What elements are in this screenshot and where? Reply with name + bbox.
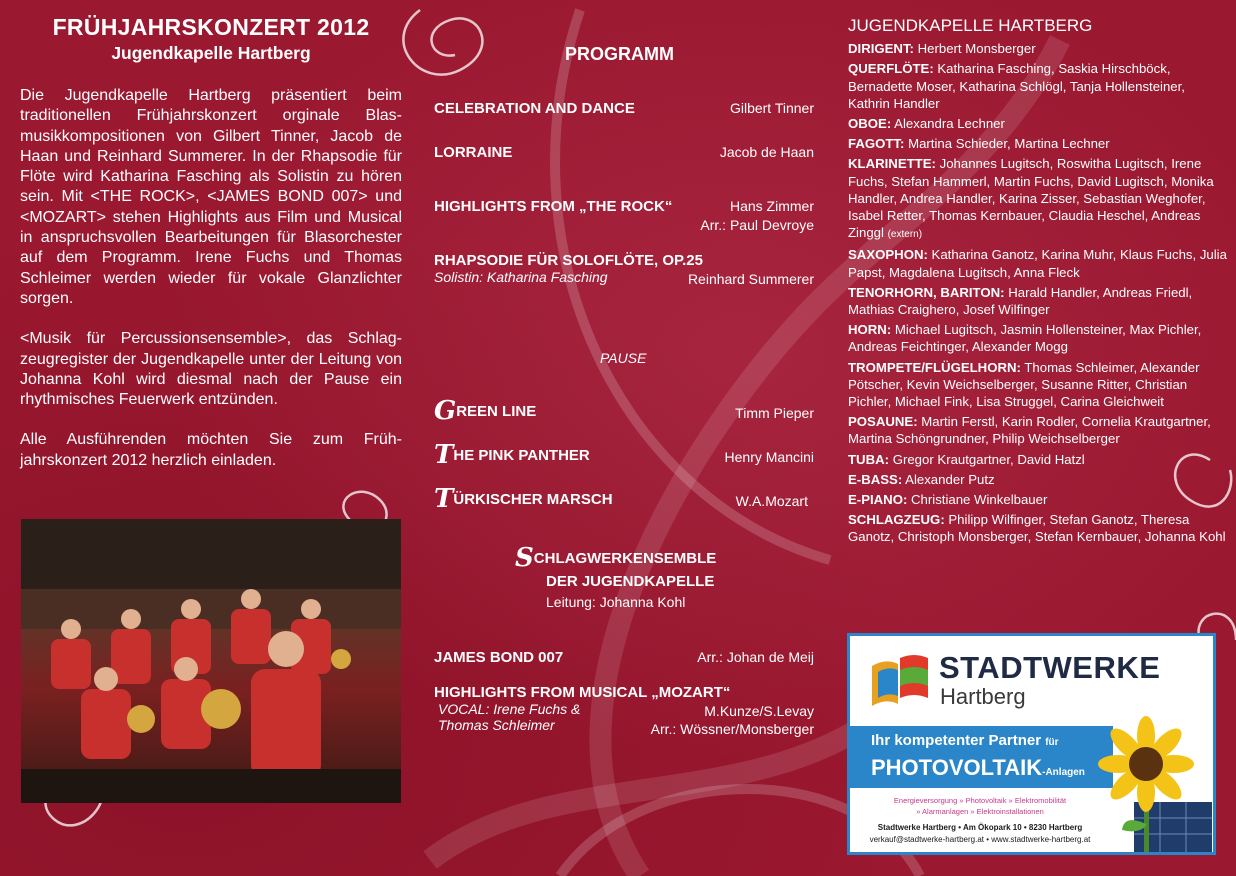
piece-composer: Hans Zimmer <box>729 198 814 214</box>
piece-title: HE PINK PANTHER <box>453 447 590 464</box>
intro-paragraph-3: Alle Ausführenden möchten Sie zum Früh-jahrskonzert 2012 herzlich einladen. <box>20 431 402 469</box>
program-item-percussion <box>515 543 775 610</box>
roster-label: TENORHORN, BARITON: <box>848 284 1005 300</box>
concert-title: FRÜHJAHRSKONZERT 2012 <box>52 14 370 40</box>
roster-epiano <box>848 491 1228 508</box>
roster-label: SAXOPHON: <box>848 247 928 263</box>
piece-arranger: Arr.: Wössner/Monsberger <box>650 721 814 737</box>
piece-composer: M.Kunze/S.Levay <box>704 703 814 719</box>
roster-label: FAGOTT: <box>848 136 905 152</box>
roster-oboe <box>848 115 1228 132</box>
roster-label: POSAUNE: <box>848 414 918 430</box>
piece-title: ÜRKISCHER MARSCH <box>453 491 613 508</box>
roster-querfloete <box>848 60 1228 112</box>
roster-label: OBOE: <box>848 116 892 132</box>
roster-names: Gregor Krautgartner, David Hatzl <box>892 451 1085 467</box>
roster-names: Alexandra Lechner <box>894 116 1005 132</box>
roster-label: DIRIGENT: <box>848 41 914 57</box>
ad-brand-sub: Hartberg <box>940 684 1026 709</box>
roster-tenorhorn <box>848 284 1228 318</box>
pause-label: PAUSE <box>600 350 647 366</box>
ad-contact: verkauf@stadtwerke-hartberg.at • www.stadtwerke-hartberg.at <box>869 835 1091 844</box>
program-heading: PROGRAMM <box>565 44 674 64</box>
roster-label: KLARINETTE: <box>848 156 936 172</box>
ad-services-2: » Alarmanlagen » Elektroinstallationen <box>916 807 1044 816</box>
ad-address: Stadtwerke Hartberg • Am Ökopark 10 • 8230 Hartberg <box>877 823 1083 832</box>
program-item-tuerkischer-marsch <box>434 484 814 514</box>
roster-names: Christiane Winkelbauer <box>911 492 1048 508</box>
roster-label: E-BASS: <box>848 471 903 487</box>
program-item-rhapsodie <box>434 252 814 285</box>
piece-title: JAMES BOND 007 <box>434 649 564 666</box>
program-item-mozart <box>434 684 814 737</box>
roster-label: HORN: <box>848 322 892 338</box>
sponsor-advertisement <box>847 633 1216 855</box>
roster-names: Thomas Schleimer, Alexander Pötscher, Kevin Weichselberger, Susanne Ritter, Christian Pichler, Michael Fink, Lisa Struggel, Carina Gleichweit <box>848 359 1200 410</box>
roster-names: Martina Schieder, Martina Lechner <box>908 136 1110 152</box>
drop-cap: T <box>434 440 454 470</box>
piece-composer: Timm Pieper <box>735 405 814 421</box>
roster-label: QUERFLÖTE: <box>848 61 934 77</box>
intro-column <box>20 14 402 491</box>
ad-photovoltaik <box>871 755 1085 781</box>
roster-names: Harald Handler, Andreas Friedl, Mathias Craighero, Josef Wilfinger <box>848 284 1193 318</box>
intro-text <box>20 86 402 471</box>
program-item-james-bond <box>434 649 814 666</box>
piece-title: CELEBRATION AND DANCE <box>434 100 635 117</box>
piece-vocal-1: VOCAL: Irene Fuchs & <box>438 701 581 717</box>
piece-title: HIGHLIGHTS FROM MUSICAL „MOZART“ <box>434 684 731 701</box>
piece-composer: Reinhard Summerer <box>687 271 814 287</box>
roster-heading: JUGENDKAPELLE HARTBERG <box>848 16 1093 35</box>
piece-arranger: Arr.: Paul Devroye <box>700 217 814 233</box>
roster-names: Martin Ferstl, Karin Rodler, Cornelia Krautgartner, Martina Schöngrundner, Philip Weichselberger <box>848 414 1211 447</box>
piece-composer: Jacob de Haan <box>719 144 814 160</box>
program-item-pink-panther <box>434 440 814 470</box>
roster-names: Katharina Fasching, Saskia Hirschböck, Bernadette Moser, Katharina Schlögl, Tanja Hollensteiner, Kathrin Handler <box>848 61 1185 111</box>
program-item-green-line <box>434 396 814 426</box>
roster-names: Philipp Wilfinger, Stefan Ganotz, Theresa Ganotz, Christoph Monsberger, Stefan Kernbauer, Johanna Kohl <box>848 512 1226 545</box>
piece-arranger: Arr.: Johan de Meij <box>697 649 814 665</box>
roster-names: Herbert Monsberger <box>917 41 1036 57</box>
drop-cap: G <box>434 396 457 426</box>
intro-paragraph-1: Die Jugendkapelle Hartberg präsentiert beim traditionellen Frühjahrskonzert orginale Blas-musikkompositionen von Gilbert Tinner, Jacob de Haan und Reinhard Summerer. In der Rhapsodie für Flöte wird Katharina Fasching als Solistin zu hören sein. Mit <THE ROCK>, <JAMES BOND 007> und <MOZART> stehen Highlights aus Film und Musical in anspruchsvollen Bearbeitungen für Blasorchester auf dem Programm. Irene Fuchs und Thomas Schleimer werden wieder für vokale Glanzlichter sorgen. <box>20 87 402 307</box>
roster-saxophon <box>848 246 1228 280</box>
piece-composer: Gilbert Tinner <box>729 100 814 116</box>
ad-pv-text: PHOTOVOLTAIK <box>871 755 1043 780</box>
piece-title: REEN LINE <box>456 403 537 420</box>
roster-column <box>848 17 1228 549</box>
roster-label: E-PIANO: <box>848 492 908 508</box>
ad-brand: STADTWERKE <box>939 650 1161 685</box>
roster-names: Michael Lugitsch, Jasmin Hollensteiner, Max Pichler, Andreas Feichtinger, Alexander Mogg <box>848 322 1202 355</box>
band-photo-image <box>21 519 401 803</box>
band-subtitle: Jugendkapelle Hartberg <box>111 43 311 63</box>
intro-paragraph-2: <Musik für Percussionsensemble>, das Schlag-zeugregister der Jugendkapelle unter der Leitung von Johanna Kohl wird diesmal nach der Pause ein rhythmisches Feuerwerk entzünden. <box>20 330 402 409</box>
ad-tagline-text: Ihr kompetenter Partner <box>871 732 1042 749</box>
roster-fagott <box>848 135 1228 152</box>
ad-services-1: Energieversorgung » Photovoltaik » Elektromobilität <box>893 796 1067 805</box>
drop-cap: T <box>434 484 454 514</box>
roster-label: SCHLAGZEUG: <box>848 512 945 528</box>
roster-label: TUBA: <box>848 451 890 467</box>
sunflower-icon <box>1094 714 1212 852</box>
ad-tagline <box>871 732 1059 749</box>
ad-pv-small: -Anlagen <box>1042 767 1085 778</box>
piece-title: HIGHLIGHTS FROM „THE ROCK“ <box>434 198 673 215</box>
roster-names: Katharina Ganotz, Karina Muhr, Klaus Fuchs, Julia Papst, Magdalena Lugitsch, Anna Fleck <box>848 247 1227 280</box>
program-item-lorraine <box>434 144 814 161</box>
piece-title: CHLAGWERKENSEMBLE <box>533 550 717 567</box>
roster-schlagzeug <box>848 511 1228 545</box>
program-item-the-rock <box>434 198 814 233</box>
program-item-celebration <box>434 100 814 117</box>
roster-ebass <box>848 471 1228 488</box>
roster-posaune <box>848 413 1228 447</box>
drop-cap: S <box>515 543 534 573</box>
roster-names: Alexander Putz <box>905 471 995 487</box>
piece-soloist: Solistin: Katharina Fasching <box>434 269 608 285</box>
roster-tuba <box>848 451 1228 468</box>
extern-note: (extern) <box>887 229 923 241</box>
roster-trompete <box>848 359 1228 411</box>
roster-label: TROMPETE/FLÜGELHORN: <box>848 359 1021 375</box>
piece-title: RHAPSODIE FÜR SOLOFLÖTE, OP.25 <box>434 252 703 269</box>
piece-vocal-2: Thomas Schleimer <box>438 717 555 733</box>
piece-composer: Henry Mancini <box>724 449 814 465</box>
roster-dirigent <box>848 40 1228 57</box>
piece-leader: Leitung: Johanna Kohl <box>546 594 686 610</box>
ad-tagline-small: für <box>1045 737 1059 748</box>
stadtwerke-logo-icon <box>870 652 930 708</box>
piece-title: LORRAINE <box>434 144 513 161</box>
piece-composer: W.A.Mozart <box>735 493 808 509</box>
piece-title-line2: DER JUGENDKAPELLE <box>546 573 715 590</box>
roster-klarinette <box>848 155 1228 243</box>
roster-names: Johannes Lugitsch, Roswitha Lugitsch, Irene Fuchs, Stefan Hammerl, Martin Fuchs, David Lugitsch, Monika Handler, Andrea Handler, Karina Zisser, Sebastian Weghofer, Isabel Retter, Thomas Kernbauer, Claudia Heschel, Andreas Zinggl <box>848 156 1214 241</box>
band-photo <box>21 519 401 803</box>
roster-horn <box>848 321 1228 355</box>
